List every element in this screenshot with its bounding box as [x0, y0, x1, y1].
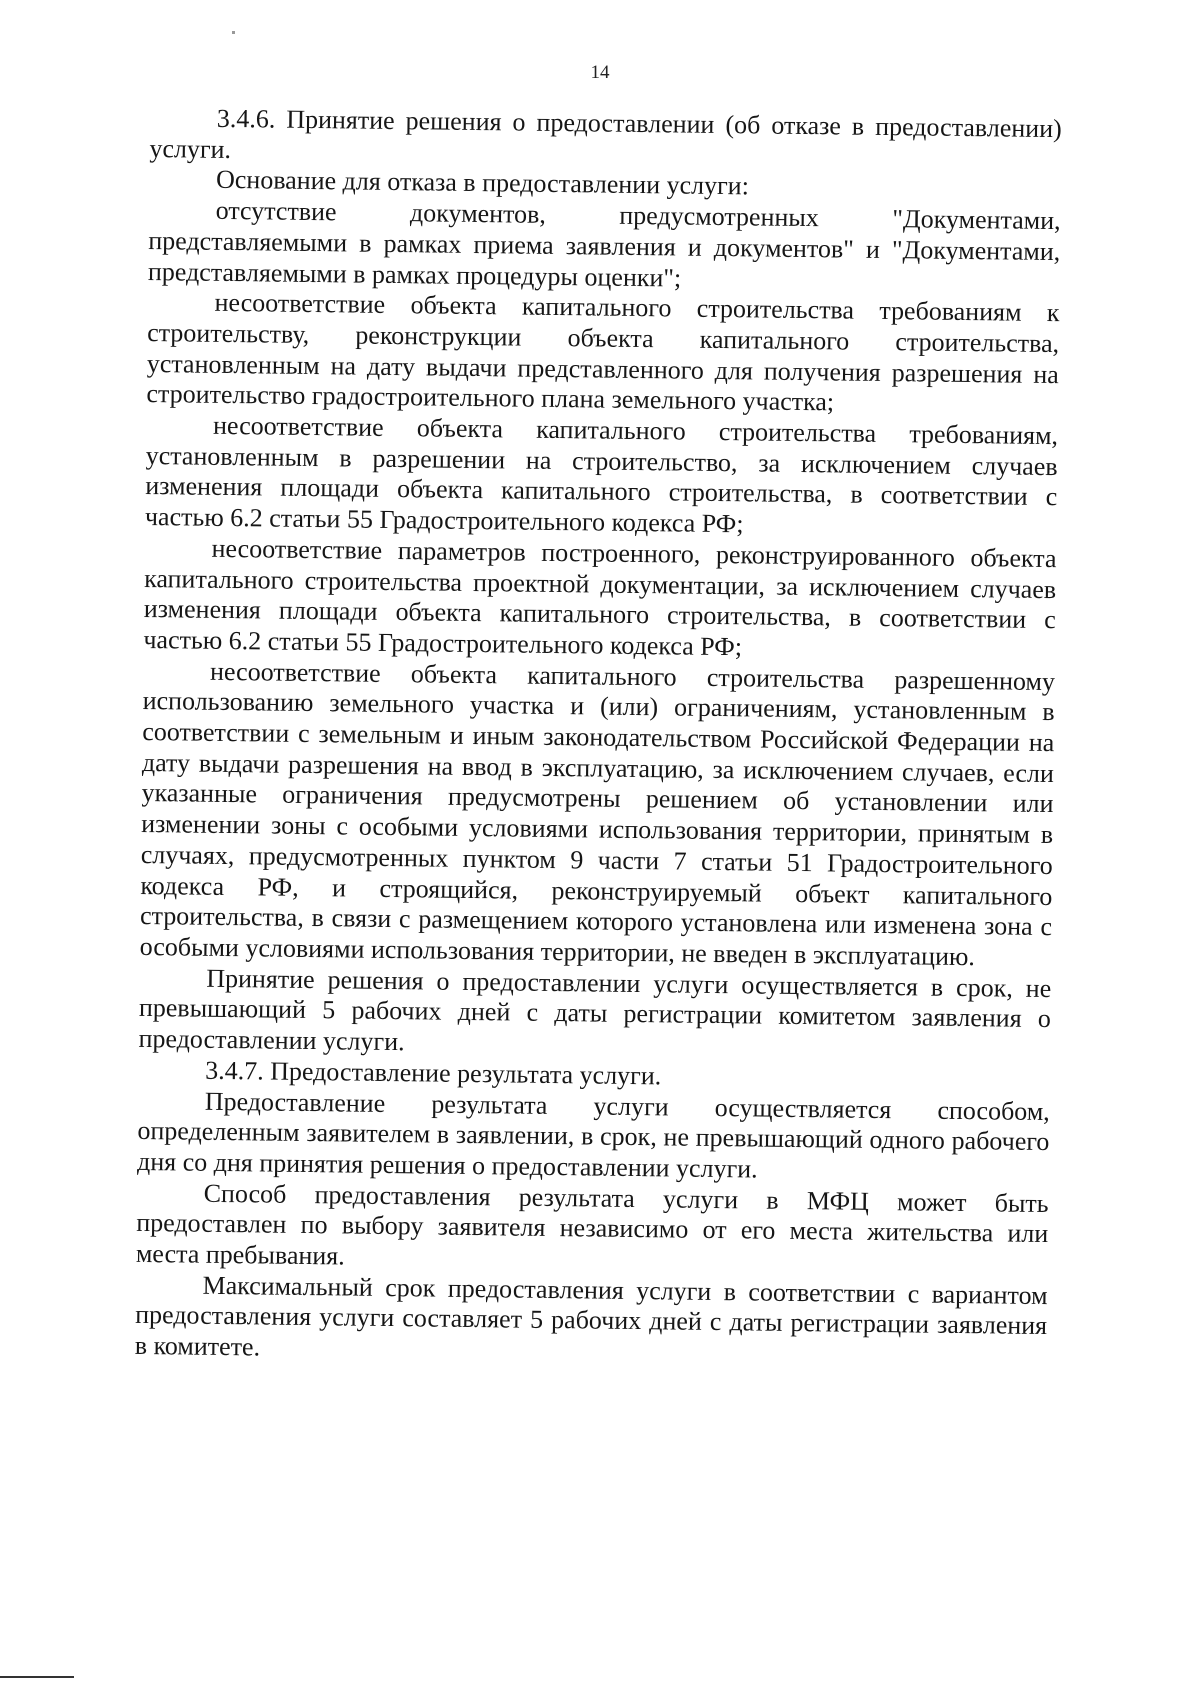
paragraph-refusal-missing-documents: отсутствие документов, предусмотренных "Документами, представляемыми в рамках приема заявления и документов" и "Документами, представляемыми в рамках процедуры оценки";: [147, 195, 1061, 293]
paragraph-refusal-gpzu-mismatch: несоответствие объекта капитального строительства требованиям к строительству, реконструкции объекта капитального строительства, установленным на дату выдачи представленного для получения разрешения на строительство градостроительного плана земельного участка;: [146, 288, 1060, 417]
paragraph-refusal-permit-mismatch: несоответствие объекта капитального строительства требованиям, установленным в разрешении на строительство, за исключением случаев изменения площади объекта капитального строительства, в соответствии с частью 6.2 статьи 55 Градостроительного кодекса РФ;: [144, 410, 1059, 539]
page-number: 14: [590, 62, 610, 83]
document-body: [135, 103, 1062, 1373]
paragraph-result-delivery: Предоставление результата услуги осуществляется способом, определенным заявителем в заявлении, в срок, не превышающий одного рабочего дня со дня принятия решения о предоставлении услуги.: [136, 1086, 1050, 1184]
paragraph-max-term: Максимальный срок предоставления услуги в соответствии с вариантом предоставления услуги составляет 5 рабочих дней с даты регистрации заявления в комитете.: [134, 1270, 1048, 1362]
paragraph-refusal-grounds-intro: Основание для отказа в предоставлении услуги:: [215, 165, 750, 201]
scan-speck: [232, 31, 235, 34]
paragraph-refusal-design-docs-mismatch: несоответствие параметров построенного, реконструированного объекта капитального строительства проектной документации, за исключением случаев изменения площади объекта капитального строительства, в соответствии с частью 6.2 статьи 55 Градостроительного кодекса РФ;: [143, 533, 1057, 662]
paragraph-decision-deadline: Принятие решения о предоставлении услуги осуществляется в срок, не превышающий 5 рабочих дней с даты регистрации комитетом заявления о предоставлении услуги.: [138, 963, 1052, 1057]
footer-rule: [0, 1676, 74, 1678]
paragraph-refusal-land-use-mismatch: несоответствие объекта капитального строительства разрешенному использованию земельного участка и (или) ограничениям, установленным в соответствии с земельным и иным законодательством Российской Федерации на дату выдачи разрешения на ввод в эксплуатацию, за исключением случаев, если указанные ограничения предусмотрены решением об установлении или изменении зоны с особыми условиями использования территории, принятым в случаях, предусмотренных пунктом 9 части 7 статьи 51 Градостроительного кодекса РФ, и строящийся, реконструируемый объект капитального строительства, в связи с размещением которого установлена или изменена зона с особыми условиями использования территории, не введен в эксплуатацию.: [139, 656, 1056, 972]
paragraph-section-3-4-6-heading: 3.4.6. Принятие решения о предоставлении (об отказе в предоставлении) услуги.: [149, 103, 1062, 164]
paragraph-section-3-4-7-heading: 3.4.7. Предоставление результата услуги.: [205, 1055, 662, 1091]
paragraph-mfc-delivery: Способ предоставления результата услуги в МФЦ может быть предоставлен по выбору заявителя независимо от его места жительства или места пребывания.: [135, 1178, 1049, 1271]
